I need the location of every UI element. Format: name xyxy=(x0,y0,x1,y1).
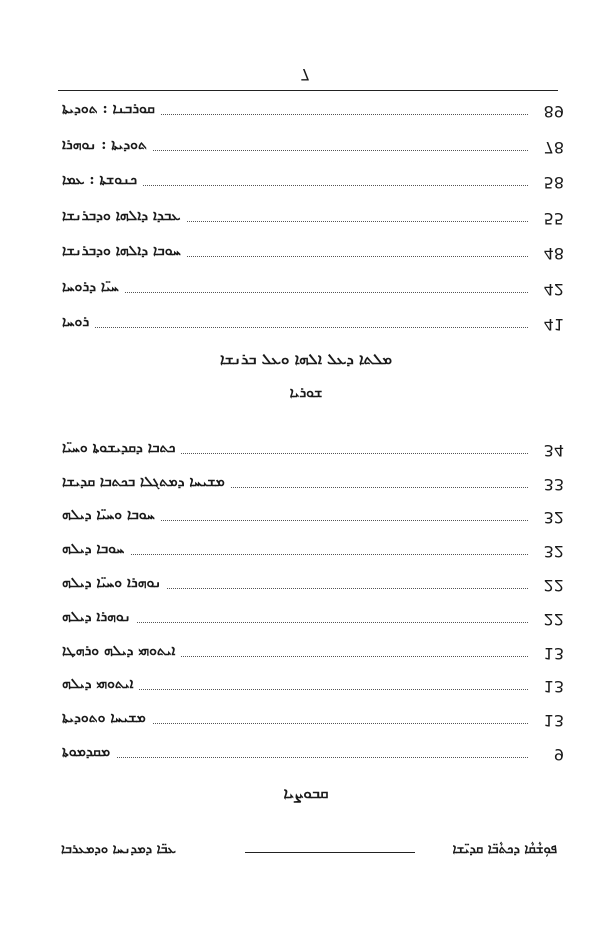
toc-entry-title: ܟܢܘܫܬܐ : ܥܡܐ xyxy=(62,172,143,188)
toc-entry xyxy=(58,135,568,161)
toc-entry xyxy=(58,241,568,267)
toc-entry-title: ܪܘܚܐ xyxy=(62,314,95,330)
toc-entry-title: ܚܘܒܐ ܕܝܠܗ xyxy=(62,541,130,557)
sub-heading: ܡܠܬܐ ܕܥܠ ܐܠܗܐ ܘܥܠ ܒܪܢܫܐ xyxy=(219,350,393,368)
toc-entry-page: 32 xyxy=(543,542,564,562)
toc-entry-page: 42 xyxy=(543,279,564,299)
toc-entry-page: 22 xyxy=(543,609,564,629)
toc-entry xyxy=(58,206,568,232)
toc-entry-title: ܐܝܬܘܗܝ ܕܝܠܗ xyxy=(62,676,139,692)
toc-entry-page: 32 xyxy=(543,508,564,528)
toc-entry-title: ܚܝ̈ܐ ܕܪܘܚܐ xyxy=(62,279,125,295)
running-header-book-title: ܦܘܼܫܵܩܵܐ ܕܟܬܵܒ̈ܐ ܩܕܝ̈ܫܐ xyxy=(452,842,557,857)
toc-entry-page: 55 xyxy=(543,208,564,228)
sub-title: ܫܘܪܝܐ xyxy=(289,385,323,401)
toc-entry-page: 9 xyxy=(553,745,564,764)
running-header-subtitle: ܥܒ̈ܐ ܕܡܕܢܚܐ ܘܕܡܥܪܒܐ xyxy=(61,842,176,857)
toc-entry-title: ܩܘܪܒܢܐ : ܬܘܕܝܬܐ xyxy=(62,101,161,117)
toc-entry-title: ܡܫܝܚܐ ܘܬܘܕܝܬܐ xyxy=(62,710,152,726)
toc-entry-title: ܟܬܒܐ ܕܩܕܝܫܘܬܐ ܘܚܝ̈ܐ xyxy=(62,440,181,456)
toc-entry-page: 58 xyxy=(543,173,564,192)
toc-entry xyxy=(58,312,568,338)
toc-entry-page: 33 xyxy=(543,474,564,494)
toc-entry xyxy=(58,170,568,196)
toc-entry xyxy=(58,539,568,565)
toc-entry-page: 13 xyxy=(543,711,564,731)
folio-number: 7 xyxy=(300,65,311,84)
toc-entry-title: ܚܘܒܐ ܕܐܠܗܐ ܘܕܒܪܢܫܐ xyxy=(62,243,187,259)
toc-entry xyxy=(58,505,568,531)
toc-entry-title: ܢܘܗܪܐ ܕܝܠܗ xyxy=(62,609,137,625)
toc-entry-title: ܥܒܕܐ ܕܐܠܗܐ ܘܕܒܪܢܫܐ xyxy=(62,208,186,224)
toc-entry xyxy=(58,99,568,125)
toc-entry-title: ܐܝܬܘܗܝ ܕܝܠܗ ܘܪܗܛܐ xyxy=(62,643,181,659)
toc-entry xyxy=(58,641,568,667)
toc-leader-dots xyxy=(64,292,528,293)
toc-entry-page: 78 xyxy=(543,137,564,157)
toc-entry-page: 89 xyxy=(543,102,564,121)
toc-entry-page: 13 xyxy=(543,643,564,663)
toc-entry-title: ܡܩܕܡܘܬܐ xyxy=(62,744,116,760)
toc-leader-dots xyxy=(64,757,528,758)
folio-rule xyxy=(58,90,558,91)
toc-leader-dots xyxy=(64,554,528,555)
toc-entry xyxy=(58,438,568,464)
toc-entry-title: ܬܘܕܝܬܐ : ܢܘܗܪܐ xyxy=(62,137,153,153)
toc-entry-page: 13 xyxy=(543,677,564,697)
toc-entry-page: 34 xyxy=(543,440,564,460)
toc-entry xyxy=(58,742,568,768)
toc-entry xyxy=(58,573,568,599)
toc-entry-page: 41 xyxy=(543,315,564,334)
toc-entry xyxy=(58,674,568,700)
running-header xyxy=(55,836,565,866)
toc-entry-page: 22 xyxy=(543,576,564,595)
toc-entry xyxy=(58,708,568,734)
toc-entry-title: ܡܫܝܚܐ ܕܡܬܓܠܐ ܒܟܬܒܐ ܩܕܝܫܐ xyxy=(62,474,231,490)
toc-entry-page: 48 xyxy=(543,244,564,263)
toc-entry-title: ܚܘܒܐ ܘܚܝ̈ܐ ܕܝܠܗ xyxy=(62,507,161,523)
running-header-rule xyxy=(245,852,415,853)
toc-entry xyxy=(58,277,568,303)
toc-entry xyxy=(58,472,568,498)
toc-entry xyxy=(58,607,568,633)
toc-leader-dots xyxy=(64,327,528,328)
section-title: ܩܒܘܨܝܐ xyxy=(283,784,329,802)
toc-entry-title: ܢܘܗܪܐ ܘܚܝ̈ܐ ܕܝܠܗ xyxy=(62,575,167,591)
